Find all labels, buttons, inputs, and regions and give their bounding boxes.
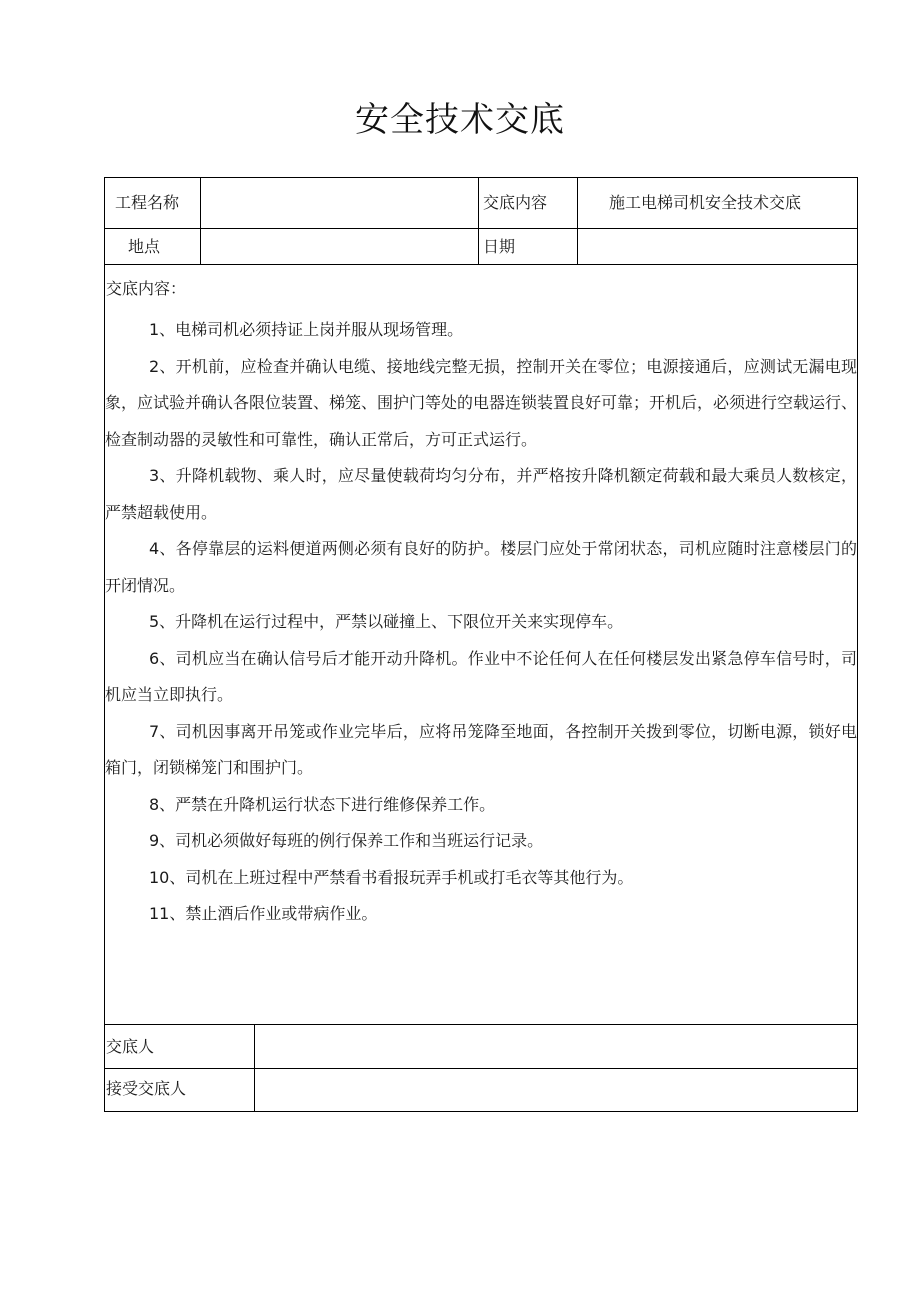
discloser-label: 交底人 — [106, 1037, 155, 1056]
content-label: 交底内容 — [483, 193, 548, 212]
project-name-label: 工程名称 — [115, 193, 180, 212]
disclosure-item-6: 6、司机应当在确认信号后才能开动升降机。作业中不论任何人在任何楼层发出紧急停车信号时，司机应当立即执行。 — [105, 648, 857, 704]
header-col-divider-1 — [200, 177, 201, 264]
content-heading: 交底内容： — [106, 279, 187, 298]
disclosure-item-3: 3、升降机载物、乘人时，应尽量使载荷均匀分布，并严格按升降机额定荷载和最大乘员人数核定，严禁超载使用。 — [105, 466, 857, 522]
disclosure-item-1: 1、电梯司机必须持证上岗并服从现场管理。 — [149, 320, 464, 339]
disclosure-item-2: 2、开机前，应检查并确认电缆、接地线完整无损，控制开关在零位；电源接通后，应测试无漏电现象，应试验并确认各限位装置、梯笼、围护门等处的电器连锁装置良好可靠；开机后，必须进行空载运行、检查制动器的灵敏性和可靠性，确认正常后，方可正式运行。 — [105, 356, 858, 449]
receiver-field[interactable] — [264, 1079, 849, 1099]
content-value: 施工电梯司机安全技术交底 — [609, 193, 802, 212]
header-col-divider-2 — [478, 177, 479, 264]
disclosure-item-11: 11、禁止酒后作业或带病作业。 — [149, 904, 378, 923]
content-bottom-divider — [104, 1024, 858, 1025]
location-label: 地点 — [128, 237, 161, 256]
project-name-field[interactable] — [210, 193, 470, 213]
disclosure-items — [105, 312, 857, 933]
header-bottom-divider — [104, 264, 858, 265]
location-field[interactable] — [210, 237, 470, 257]
disclosure-item-7: 7、司机因事离开吊笼或作业完毕后，应将吊笼降至地面，各控制开关拨到零位，切断电源，锁好电箱门，闭锁梯笼门和围护门。 — [105, 721, 857, 777]
document-title: 安全技术交底 — [355, 100, 565, 140]
receiver-label: 接受交底人 — [106, 1079, 187, 1098]
date-label: 日期 — [483, 237, 516, 256]
disclosure-item-9: 9、司机必须做好每班的例行保养工作和当班运行记录。 — [149, 831, 544, 850]
disclosure-item-4: 4、各停靠层的运料便道两侧必须有良好的防护。楼层门应处于常闭状态，司机应随时注意楼层门的开闭情况。 — [105, 539, 857, 595]
header-row-divider — [104, 228, 858, 229]
date-field[interactable] — [585, 237, 850, 257]
disclosure-item-10: 10、司机在上班过程中严禁看书看报玩弄手机或打毛衣等其他行为。 — [149, 867, 634, 887]
discloser-field[interactable] — [264, 1037, 849, 1057]
header-col-divider-3 — [577, 177, 578, 264]
disclosure-item-5: 5、升降机在运行过程中，严禁以碰撞上、下限位开关来实现停车。 — [149, 612, 624, 631]
footer-col-divider — [254, 1024, 255, 1112]
disclosure-item-8: 8、严禁在升降机运行状态下进行维修保养工作。 — [149, 794, 496, 814]
footer-row-divider — [104, 1068, 858, 1069]
